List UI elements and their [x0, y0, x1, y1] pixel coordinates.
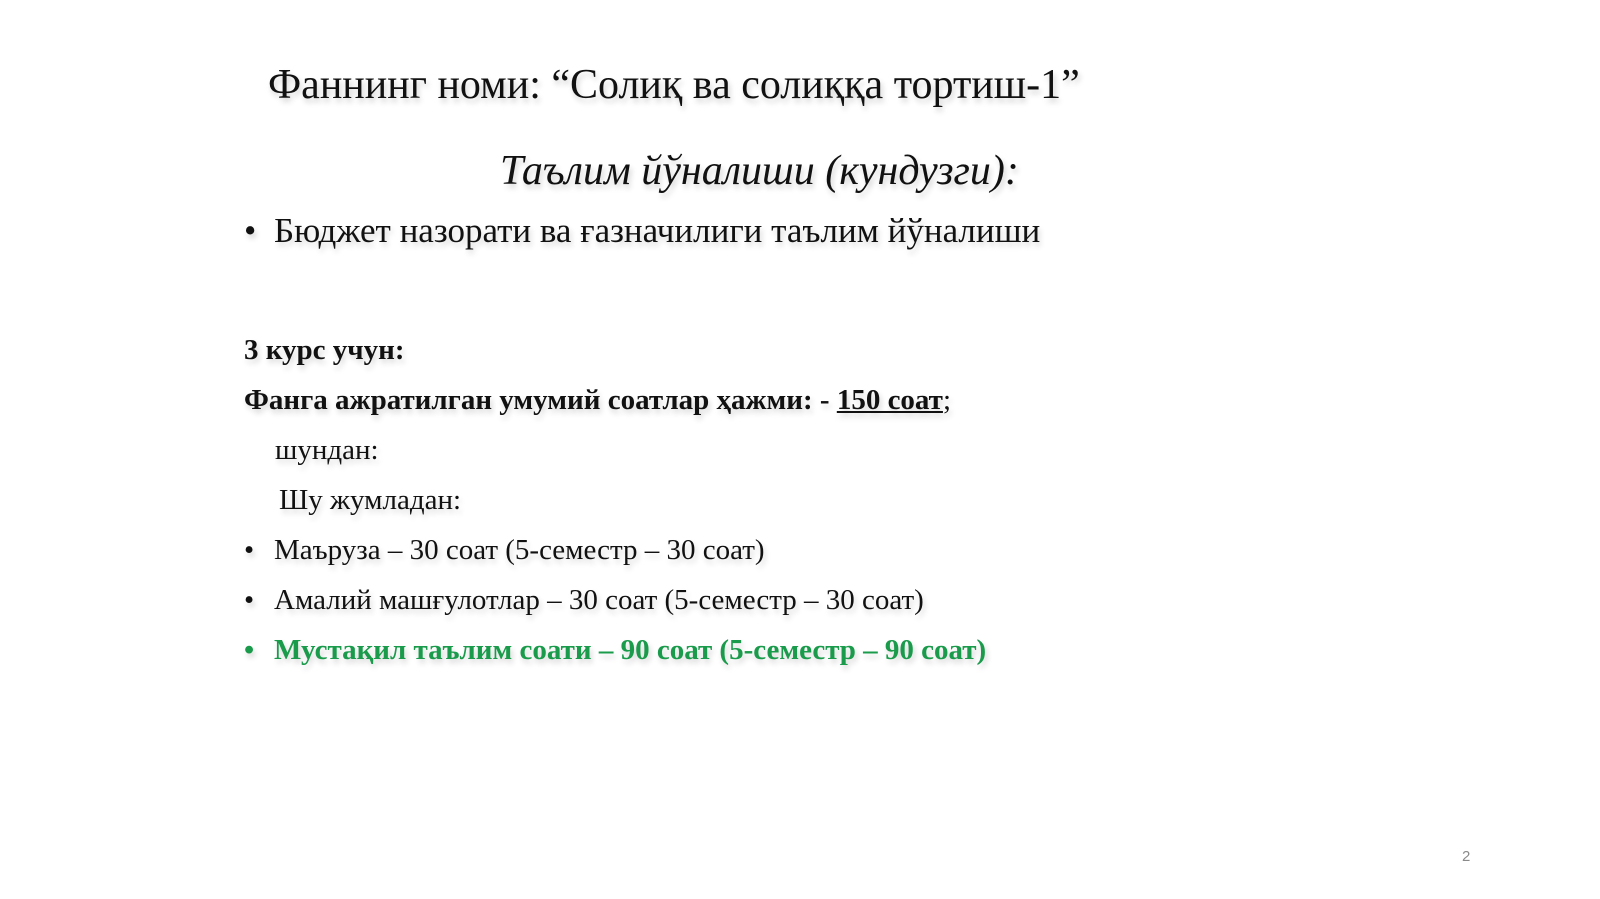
direction-text: Бюджет назорати ва ғазначилиги таълим йўналиши	[274, 211, 1041, 250]
list-item-text: Мустақил таълим соати – 90 соат (5-семестр – 90 соат)	[274, 634, 987, 666]
page-number: 2	[1462, 848, 1471, 865]
including-text: Шу жумладан:	[279, 484, 462, 516]
list-item-independent-study	[244, 630, 986, 670]
list-item-text: Маъруза – 30 соат (5-семестр – 30 соат)	[274, 534, 765, 566]
list-item-lectures	[244, 530, 765, 570]
hours-total-value: 150 соат	[836, 384, 943, 416]
bullet-icon: •	[244, 584, 255, 616]
slide-title: Фаннинг номи: “Солиқ ва солиққа тортиш-1”	[268, 62, 1080, 108]
list-item-practicals	[244, 580, 924, 620]
direction-bullet-item	[244, 208, 1040, 254]
hours-total-label: Фанга ажратилган умумий соатлар ҳажми: -	[244, 384, 837, 416]
from-them-text: шундан:	[275, 434, 379, 466]
slide-subtitle: Таълим йўналиши (кундузги):	[500, 148, 1019, 194]
bullet-icon: •	[244, 211, 257, 250]
bullet-icon: •	[244, 634, 255, 666]
course-label: 3 курс учун:	[244, 334, 405, 366]
bullet-icon: •	[244, 534, 255, 566]
list-item-text: Амалий машғулотлар – 30 соат (5-семестр – 30 соат)	[274, 584, 924, 616]
hours-total-suffix: ;	[942, 384, 951, 416]
hours-total-line	[244, 380, 951, 420]
